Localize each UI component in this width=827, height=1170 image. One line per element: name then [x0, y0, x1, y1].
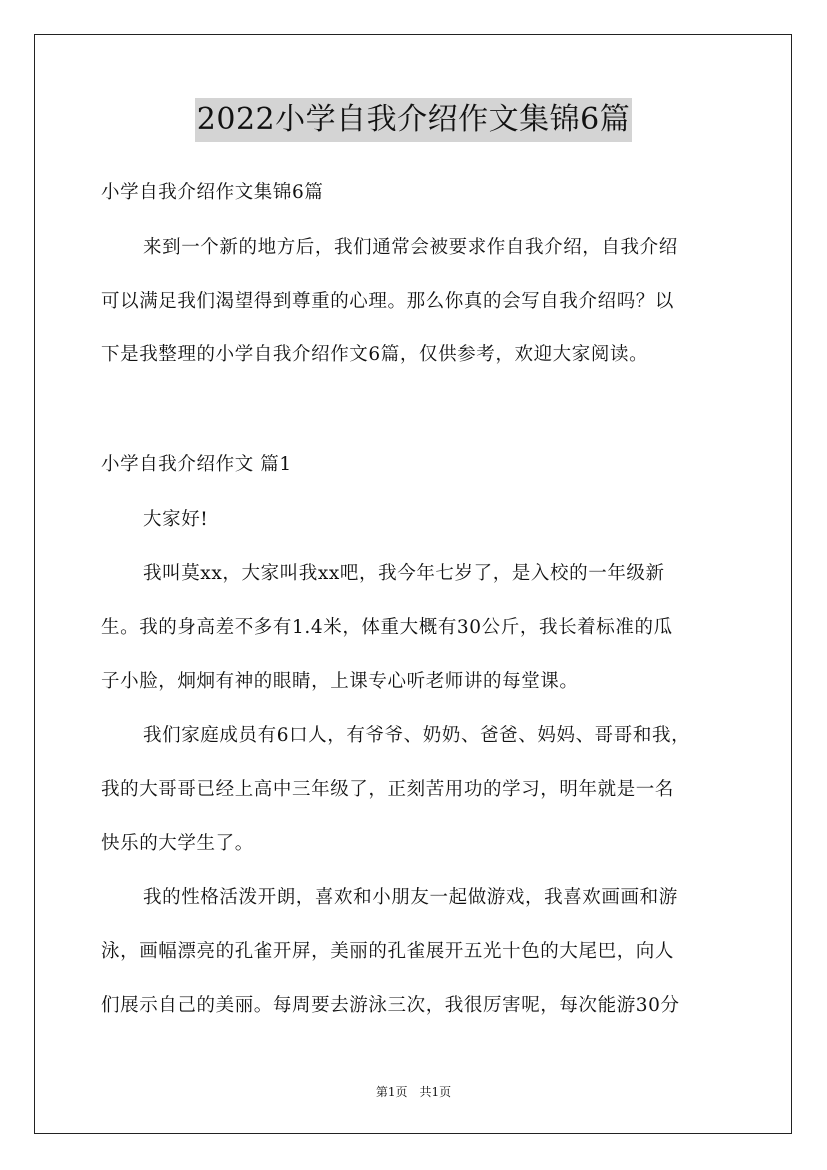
greeting: 大家好!: [143, 509, 209, 530]
title-container: [0, 98, 827, 142]
page-number-footer: 第1页 共1页: [375, 1085, 452, 1099]
paragraph-1-line-3: 子小脸，炯炯有神的眼睛，上课专心听老师讲的每堂课。: [101, 671, 579, 692]
paragraph-1-line-1: 我叫莫xx，大家叫我xx吧，我今年七岁了，是入校的一年级新: [143, 563, 665, 584]
document-title: 2022小学自我介绍作文集锦6篇: [195, 98, 632, 142]
paragraph-2-line-2: 我的大哥哥已经上高中三年级了，正刻苦用功的学习，明年就是一名: [101, 779, 675, 800]
paragraph-3-line-2: 泳，画幅漂亮的孔雀开屏，美丽的孔雀展开五光十色的大尾巴，向人: [101, 941, 675, 962]
paragraph-1-line-2: 生。我的身高差不多有1.4米，体重大概有30公斤，我长着标准的瓜: [101, 617, 673, 638]
paragraph-2-line-1: 我们家庭成员有6口人，有爷爷、奶奶、爸爸、妈妈、哥哥和我，: [143, 725, 691, 746]
paragraph-3-line-1: 我的性格活泼开朗，喜欢和小朋友一起做游戏，我喜欢画画和游: [143, 887, 678, 908]
intro-line-3: 下是我整理的小学自我介绍作文6篇，仅供参考，欢迎大家阅读。: [101, 344, 649, 365]
intro-line-1: 来到一个新的地方后，我们通常会被要求作自我介绍，自我介绍: [143, 237, 678, 258]
document-subtitle: 小学自我介绍作文集锦6篇: [101, 182, 324, 203]
paragraph-3-line-3: 们展示自己的美丽。每周要去游泳三次，我很厉害呢，每次能游30分: [101, 995, 680, 1016]
paragraph-2-line-3: 快乐的大学生了。: [101, 833, 254, 854]
intro-line-2: 可以满足我们渴望得到尊重的心理。那么你真的会写自我介绍吗？以: [101, 291, 675, 312]
section-heading: 小学自我介绍作文 篇1: [101, 454, 292, 475]
